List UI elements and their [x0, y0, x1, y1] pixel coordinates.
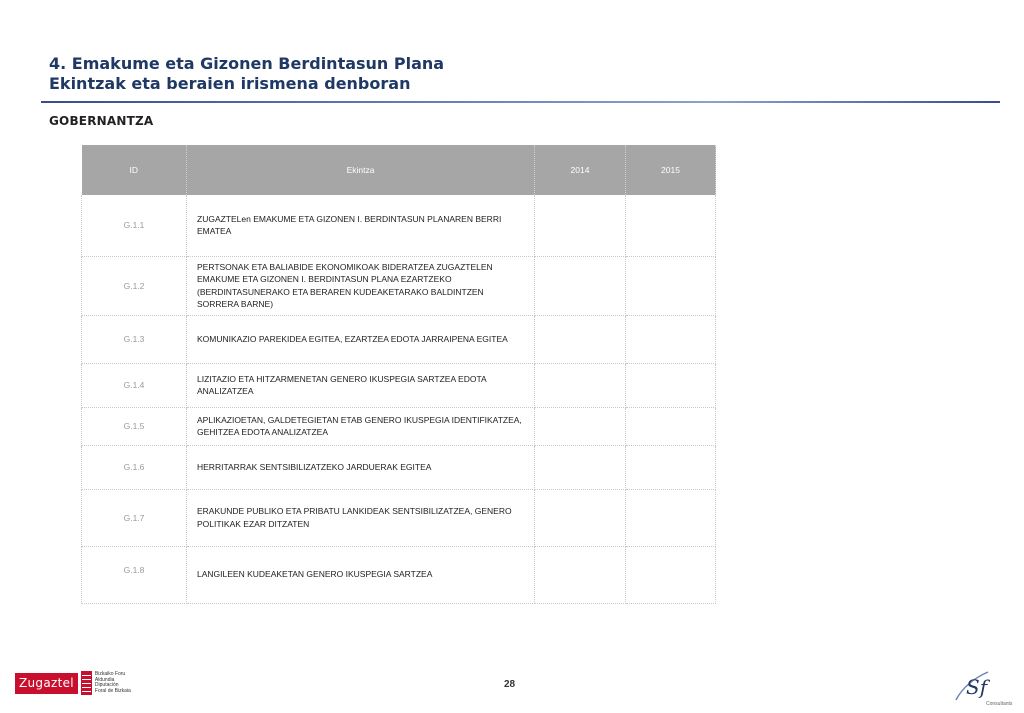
table-row [82, 363, 716, 407]
cell-2014 [535, 407, 626, 445]
consultants-caption: Consultants [986, 701, 1013, 707]
table-row [82, 195, 716, 256]
action-text: LANGILEEN KUDEAKETAN GENERO IKUSPEGIA SARTZEA [187, 546, 535, 603]
column-header-2015: 2015 [626, 145, 716, 195]
action-text: ERAKUNDE PUBLIKO ETA PRIBATU LANKIDEAK SENTSIBILIZATZEA, GENERO POLITIKAK EZAR DITZATEN [187, 489, 535, 546]
table-row [82, 407, 716, 445]
action-text: APLIKAZIOETAN, GALDETEGIETAN ETAB GENERO IKUSPEGIA IDENTIFIKATZEA, GEHITZEA EDOTA ANALIZATZEA [187, 407, 535, 445]
action-id: G.1.1 [82, 195, 187, 256]
bizkaia-shield-icon [81, 671, 92, 695]
table-row [82, 256, 716, 315]
action-text: HERRITARRAK SENTSIBILIZATZEKO JARDUERAK EGITEA [187, 445, 535, 489]
cell-2015 [626, 407, 716, 445]
column-header-action: Ekintza [187, 145, 535, 195]
page-subtitle: Ekintzak eta beraien irismena denboran [49, 74, 411, 93]
action-text: ZUGAZTELen EMAKUME ETA GIZONEN I. BERDINTASUN PLANAREN BERRI EMATEA [187, 195, 535, 256]
cell-2014 [535, 445, 626, 489]
consultants-logo [948, 664, 1013, 708]
cell-2014 [535, 546, 626, 603]
action-id: G.1.8 [82, 546, 187, 603]
zugaztel-logo [15, 671, 131, 695]
cell-2015 [626, 546, 716, 603]
action-id: G.1.4 [82, 363, 187, 407]
cell-2014 [535, 363, 626, 407]
table-row [82, 489, 716, 546]
action-id: G.1.5 [82, 407, 187, 445]
svg-text:Sf: Sf [966, 675, 988, 699]
action-text: KOMUNIKAZIO PAREKIDEA EGITEA, EZARTZEA EDOTA JARRAIPENA EGITEA [187, 315, 535, 363]
action-text: LIZITAZIO ETA HITZARMENETAN GENERO IKUSPEGIA SARTZEA EDOTA ANALIZATZEA [187, 363, 535, 407]
table-row [82, 315, 716, 363]
action-text: PERTSONAK ETA BALIABIDE EKONOMIKOAK BIDERATZEA ZUGAZTELEN EMAKUME ETA GIZONEN I. BERDINTASUN PLANA EZARTZEKO (BERDINTASUNERAKO ETA BERAREN KUDEAKETARAKO BALDINTZEN SORRERA BARNE) [187, 256, 535, 315]
cell-2015 [626, 445, 716, 489]
cell-2015 [626, 195, 716, 256]
cell-2015 [626, 315, 716, 363]
cell-2015 [626, 489, 716, 546]
zugaztel-wordmark: Zugaztel [15, 673, 78, 694]
table-row [82, 445, 716, 489]
action-id: G.1.6 [82, 445, 187, 489]
section-heading: GOBERNANTZA [49, 114, 154, 128]
action-id: G.1.2 [82, 256, 187, 315]
consultants-logo-icon [948, 664, 1013, 708]
page-title-block [49, 54, 444, 94]
cell-2014 [535, 489, 626, 546]
column-header-id: ID [82, 145, 187, 195]
bizkaia-logo-text: Bizkaiko Foru Aldundia Diputación Foral de Bizkaia [94, 671, 131, 694]
cell-2014 [535, 195, 626, 256]
column-header-2014: 2014 [535, 145, 626, 195]
page-title: 4. Emakume eta Gizonen Berdintasun Plana [49, 54, 445, 73]
title-divider [41, 101, 1000, 103]
action-id: G.1.3 [82, 315, 187, 363]
actions-table [81, 145, 716, 604]
action-id: G.1.7 [82, 489, 187, 546]
cell-2014 [535, 315, 626, 363]
page-number: 28 [504, 679, 516, 690]
table-row [82, 546, 716, 603]
cell-2015 [626, 256, 716, 315]
table-header-row [82, 145, 716, 195]
cell-2014 [535, 256, 626, 315]
cell-2015 [626, 363, 716, 407]
